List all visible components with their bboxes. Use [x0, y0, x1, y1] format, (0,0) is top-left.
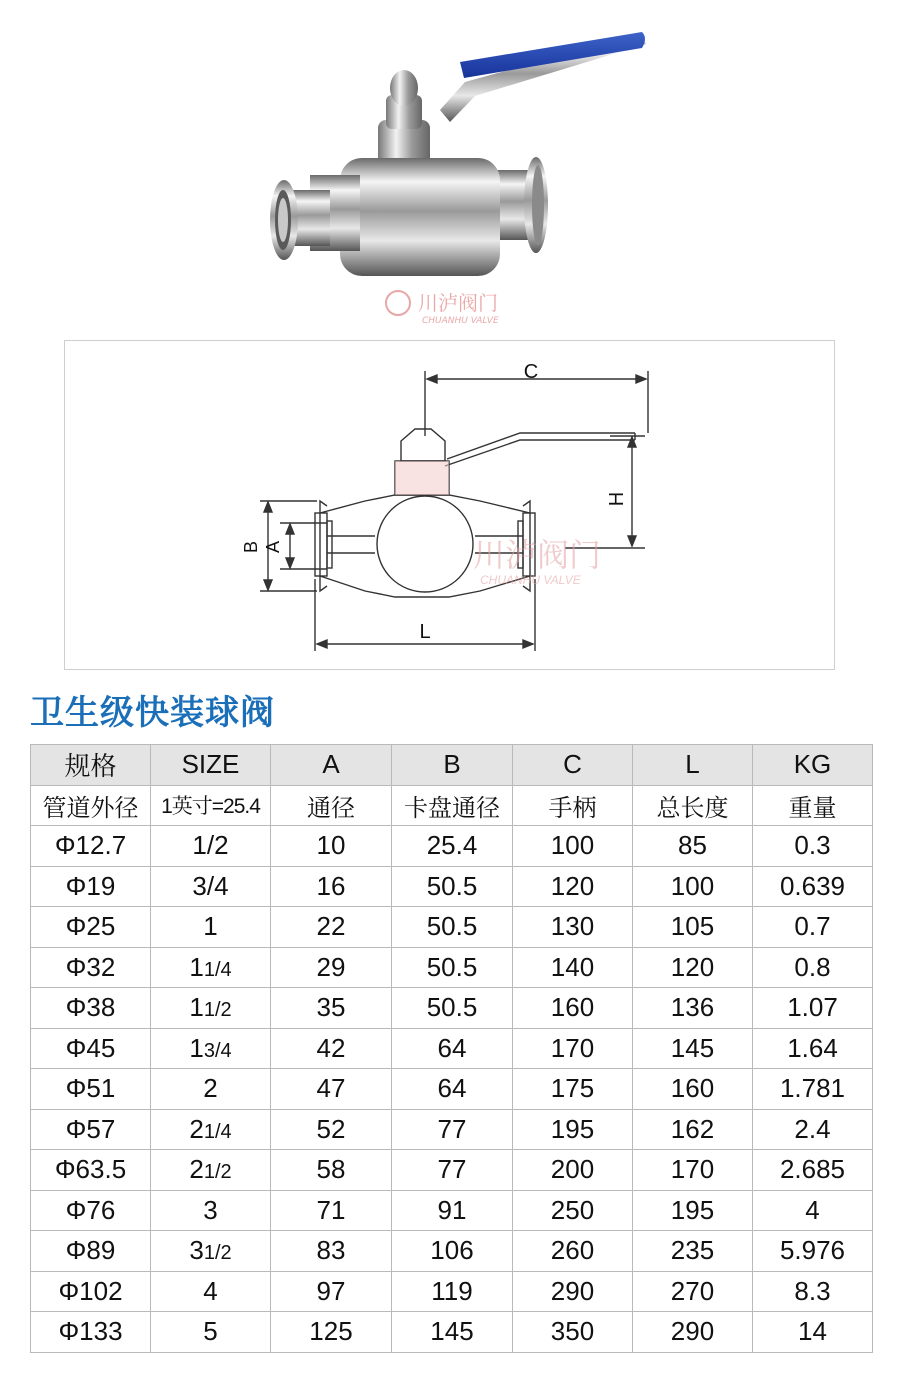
drawing-watermark-en: CHUANHU VALVE [480, 573, 581, 587]
size-main: 2 [203, 1073, 218, 1104]
product-title: 卫生级快装球阀 [30, 693, 275, 733]
cell-l: 160 [633, 1069, 753, 1110]
cell-b: 145 [392, 1312, 513, 1353]
subheader-c: 手柄 [513, 785, 633, 826]
cell-kg: 0.3 [753, 826, 873, 867]
cell-b: 50.5 [392, 866, 513, 907]
size-fraction: 1/4 [203, 958, 232, 981]
cell-kg: 1.781 [753, 1069, 873, 1110]
cell-spec: Φ102 [31, 1271, 151, 1312]
size-main: 2 [189, 1113, 204, 1144]
size-main: 5 [203, 1316, 218, 1347]
cell-c: 350 [513, 1312, 633, 1353]
cell-a: 29 [271, 947, 392, 988]
cell-size [151, 1109, 271, 1150]
cell-a: 97 [271, 1271, 392, 1312]
cell-c: 260 [513, 1231, 633, 1272]
cell-kg: 4 [753, 1190, 873, 1231]
size-main: 1 [189, 1032, 204, 1063]
subheader-size: 1英寸=25.4 [151, 785, 271, 826]
ball-valve-image [250, 20, 670, 330]
cell-kg: 2.4 [753, 1109, 873, 1150]
cell-spec: Φ57 [31, 1109, 151, 1150]
table-row [31, 826, 873, 867]
cell-c: 195 [513, 1109, 633, 1150]
cell-size [151, 1231, 271, 1272]
cell-spec: Φ63.5 [31, 1150, 151, 1191]
cell-c: 160 [513, 988, 633, 1029]
cell-c: 170 [513, 1028, 633, 1069]
label-h: H [606, 491, 628, 507]
cell-c: 100 [513, 826, 633, 867]
cell-a: 71 [271, 1190, 392, 1231]
cell-size [151, 1069, 271, 1110]
table-row [31, 1271, 873, 1312]
cell-b: 91 [392, 1190, 513, 1231]
cell-c: 120 [513, 866, 633, 907]
table-row [31, 1231, 873, 1272]
header-row [31, 745, 873, 786]
cell-kg: 8.3 [753, 1271, 873, 1312]
cell-kg: 0.8 [753, 947, 873, 988]
cell-l: 105 [633, 907, 753, 948]
cell-size [151, 947, 271, 988]
cell-kg: 14 [753, 1312, 873, 1353]
cell-spec: Φ89 [31, 1231, 151, 1272]
table-row [31, 866, 873, 907]
size-main: 4 [203, 1275, 218, 1306]
size-fraction: 1/4 [203, 1120, 232, 1143]
cell-l: 85 [633, 826, 753, 867]
cell-l: 100 [633, 866, 753, 907]
label-l: L [419, 621, 431, 643]
size-main: 2 [189, 1154, 204, 1185]
spec-table [30, 744, 873, 1353]
cell-spec: Φ25 [31, 907, 151, 948]
cell-a: 10 [271, 826, 392, 867]
table-row [31, 1069, 873, 1110]
cell-size [151, 826, 271, 867]
cell-c: 175 [513, 1069, 633, 1110]
cell-a: 47 [271, 1069, 392, 1110]
label-c: C [523, 361, 539, 383]
cell-a: 16 [271, 866, 392, 907]
cell-b: 119 [392, 1271, 513, 1312]
table-row [31, 988, 873, 1029]
header-spec: 规格 [31, 745, 151, 786]
cell-kg: 0.7 [753, 907, 873, 948]
cell-b: 25.4 [392, 826, 513, 867]
header-l: L [633, 745, 753, 786]
cell-size [151, 866, 271, 907]
cell-a: 58 [271, 1150, 392, 1191]
cell-l: 290 [633, 1312, 753, 1353]
cell-kg: 5.976 [753, 1231, 873, 1272]
cell-size [151, 1150, 271, 1191]
subheader-spec: 管道外径 [31, 785, 151, 826]
cell-c: 130 [513, 907, 633, 948]
cell-a: 83 [271, 1231, 392, 1272]
cell-c: 140 [513, 947, 633, 988]
subheader-row [31, 785, 873, 826]
drawing-watermark: 川泸阀门 [473, 537, 602, 573]
size-fraction: 1/2 [203, 1161, 232, 1184]
table-row [31, 1190, 873, 1231]
cell-a: 35 [271, 988, 392, 1029]
cell-l: 235 [633, 1231, 753, 1272]
table-row [31, 1150, 873, 1191]
cell-size [151, 988, 271, 1029]
technical-drawing [64, 340, 835, 670]
cell-spec: Φ38 [31, 988, 151, 1029]
cell-b: 77 [392, 1109, 513, 1150]
photo-watermark: 川泸阀门 [418, 291, 498, 315]
cell-b: 50.5 [392, 988, 513, 1029]
cell-b: 50.5 [392, 947, 513, 988]
size-main: 3 [189, 1235, 204, 1266]
cell-spec: Φ19 [31, 866, 151, 907]
table-row [31, 947, 873, 988]
size-fraction: 1/2 [203, 999, 232, 1022]
cell-size [151, 1190, 271, 1231]
cell-spec: Φ32 [31, 947, 151, 988]
header-size: SIZE [151, 745, 271, 786]
table-row [31, 907, 873, 948]
cell-c: 250 [513, 1190, 633, 1231]
cell-size [151, 1028, 271, 1069]
product-photo [250, 20, 670, 330]
size-main: 1 [189, 992, 204, 1023]
cell-size [151, 1312, 271, 1353]
cell-a: 42 [271, 1028, 392, 1069]
cell-l: 145 [633, 1028, 753, 1069]
table-row [31, 1109, 873, 1150]
cell-l: 270 [633, 1271, 753, 1312]
cell-kg: 1.64 [753, 1028, 873, 1069]
spec-table-body [31, 745, 873, 1353]
subheader-a: 通径 [271, 785, 392, 826]
cell-c: 200 [513, 1150, 633, 1191]
size-main: 1 [203, 911, 218, 942]
header-b: B [392, 745, 513, 786]
cell-kg: 2.685 [753, 1150, 873, 1191]
size-main: 1 [189, 951, 204, 982]
size-fraction: 3/4 [203, 1039, 232, 1062]
label-a: A [263, 540, 283, 554]
cell-c: 290 [513, 1271, 633, 1312]
size-main: 3/4 [192, 870, 229, 901]
cell-b: 106 [392, 1231, 513, 1272]
cell-kg: 1.07 [753, 988, 873, 1029]
cell-l: 136 [633, 988, 753, 1029]
cell-b: 64 [392, 1028, 513, 1069]
subheader-b: 卡盘通径 [392, 785, 513, 826]
cell-spec: Φ45 [31, 1028, 151, 1069]
size-main: 1/2 [192, 830, 229, 861]
table-row [31, 1028, 873, 1069]
header-kg: KG [753, 745, 873, 786]
cell-a: 22 [271, 907, 392, 948]
cell-b: 77 [392, 1150, 513, 1191]
size-main: 3 [203, 1194, 218, 1225]
photo-watermark-en: CHUANHU VALVE [422, 316, 499, 326]
cell-a: 52 [271, 1109, 392, 1150]
header-c: C [513, 745, 633, 786]
cell-l: 170 [633, 1150, 753, 1191]
cell-spec: Φ133 [31, 1312, 151, 1353]
label-b: B [241, 540, 261, 554]
subheader-l: 总长度 [633, 785, 753, 826]
cell-l: 162 [633, 1109, 753, 1150]
cell-spec: Φ12.7 [31, 826, 151, 867]
cell-a: 125 [271, 1312, 392, 1353]
cell-size [151, 1271, 271, 1312]
header-a: A [271, 745, 392, 786]
cell-l: 120 [633, 947, 753, 988]
cell-size [151, 907, 271, 948]
table-row [31, 1312, 873, 1353]
cell-b: 64 [392, 1069, 513, 1110]
cell-b: 50.5 [392, 907, 513, 948]
size-fraction: 1/2 [203, 1242, 232, 1265]
subheader-kg: 重量 [753, 785, 873, 826]
cell-kg: 0.639 [753, 866, 873, 907]
cell-spec: Φ76 [31, 1190, 151, 1231]
cell-l: 195 [633, 1190, 753, 1231]
cell-spec: Φ51 [31, 1069, 151, 1110]
